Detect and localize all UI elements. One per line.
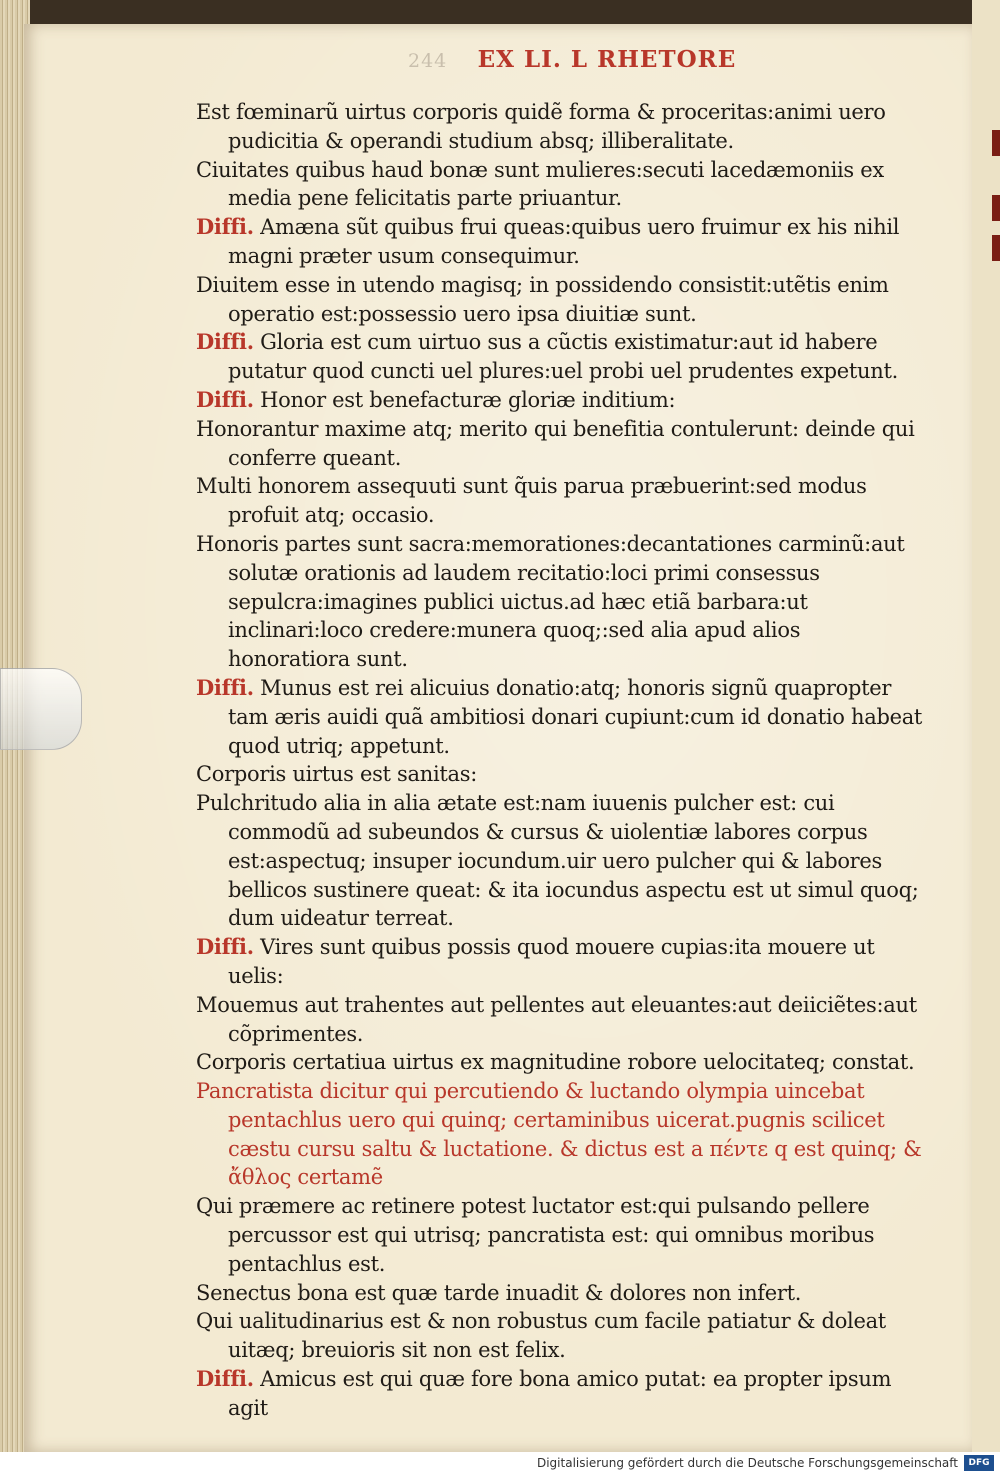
text-paragraph — [196, 1279, 928, 1308]
text-paragraph — [196, 98, 928, 156]
paragraph-text: Amicus est qui quæ fore bona amico putat: ea propter ipsum agit — [228, 1367, 892, 1420]
page-clip — [0, 668, 82, 750]
paragraph-text: Honor est benefacturæ gloriæ inditium: — [260, 387, 676, 412]
text-paragraph — [196, 386, 928, 415]
rubric-marker: Diffi. — [196, 934, 254, 960]
paragraph-text: Munus est rei alicuius donatio:atq; honoris signũ quapropter tam æris auidi quã ambitiosi donari cupiunt:cum id donatio habeat quod utriq; appetunt. — [228, 675, 923, 758]
text-paragraph — [196, 1192, 928, 1278]
text-paragraph — [196, 1365, 928, 1423]
text-paragraph — [196, 1077, 928, 1192]
paragraph-text: Pulchritudo alia in alia ætate est:nam iuuenis pulcher est: cui commodũ ad subeundos & cursus & uiolentiæ labores corpus est:aspectuq; insuper iocundum.uir uero pulcher qui & labores bellicos sustinere queat: & ita iocundus aspectu est ut simul quoq; dum uideatur terreat. — [196, 791, 919, 931]
paragraph-text: Senectus bona est quæ tarde inuadit & dolores non infert. — [196, 1280, 802, 1305]
paragraph-text: Est fœminarũ uirtus corporis quidẽ forma & proceritas:animi uero pudicitia & operandi studium absq; illiberalitate. — [196, 100, 886, 153]
digitization-credit: Digitalisierung gefördert durch die Deutsche Forschungsgemeinschaft — [536, 1456, 958, 1470]
text-paragraph — [196, 530, 928, 674]
text-paragraph — [196, 674, 928, 760]
paragraph-text: Qui præmere ac retinere potest luctator est:qui pulsando pellere percussor est qui utrisq; pancratista est: qui omnibus moribus pentachlus est. — [196, 1194, 875, 1276]
paragraph-text: Multi honorem assequuti sunt q̃uis parua præbuerint:sed modus profuit atq; occasio. — [196, 474, 867, 528]
rubric-marker: Diffi. — [196, 1366, 254, 1392]
text-paragraph — [196, 415, 928, 473]
text-paragraph — [196, 991, 928, 1049]
rubric-marker: Diffi. — [196, 674, 254, 700]
paragraph-text: Pancratista dicitur qui percutiendo & luctando olympia uincebat pentachlus uero qui quinq; certaminibus uicerat.pugnis scilicet cæstu cursu saltu & luctatione. & dictus est a πέντε q est quinq; & ἄθλος certamẽ — [196, 1079, 922, 1190]
rubric-marker: Diffi. — [196, 214, 254, 240]
paragraph-text: Qui ualitudinarius est & non robustus cum facile patiatur & doleat uitæq; breuioris sit non est felix. — [196, 1309, 886, 1363]
paragraph-text: Amæna sũt quibus frui queas:quibus uero fruimur ex his nihil magni præter usum consequimur. — [228, 215, 900, 268]
text-paragraph — [196, 472, 928, 530]
paragraph-text: Ciuitates quibus haud bonæ sunt mulieres:secuti lacedæmoniis ex media pene felicitatis parte priuantur. — [196, 157, 884, 211]
text-paragraph — [196, 760, 928, 789]
page-header — [408, 46, 748, 86]
text-paragraph — [196, 933, 928, 991]
text-paragraph — [196, 1307, 928, 1365]
paragraph-text: Mouemus aut trahentes aut pellentes aut eleuantes:aut deiiciẽtes:aut cõprimentes. — [196, 992, 917, 1046]
paragraph-text: Diuitem esse in utendo magisq; in possidendo consistit:utẽtis enim operatio est:possessio uero ipsa diuitiæ sunt. — [196, 272, 889, 326]
folio-number: 244 — [408, 50, 448, 72]
footer-bar — [0, 1452, 1000, 1476]
text-paragraph — [196, 1048, 928, 1077]
text-paragraph — [196, 271, 928, 329]
paragraph-text: Honoris partes sunt sacra:memorationes:decantationes carminũ:aut solutæ orationis ad laudem recitatio:loci primi consessus sepulcra:imagines publici uictus.ad hæc etiã barbara:ut inclinari:loco credere:munera quoq;:sed alia apud alios honoratiora sunt. — [196, 531, 905, 672]
text-paragraph — [196, 789, 928, 933]
rubric-marker: Diffi. — [196, 386, 254, 412]
paragraph-text: Corporis uirtus est sanitas: — [196, 762, 478, 787]
text-paragraph — [196, 328, 928, 386]
rubric-marker: Diffi. — [196, 329, 254, 355]
paragraph-text: Honorantur maxime atq; merito qui benefitia contulerunt: deinde qui conferre queant. — [196, 416, 915, 470]
text-paragraph — [196, 156, 928, 214]
paragraph-text: Gloria est cum uirtuo sus a cũctis existimatur:aut id habere putatur quod cuncti uel plures:uel probi uel prudentes expetunt. — [228, 330, 898, 384]
paragraph-text: Corporis certatiua uirtus ex magnitudine robore uelocitateq; constat. — [196, 1050, 915, 1075]
paragraph-text: Vires sunt quibus possis quod mouere cupias:ita mouere ut uelis: — [228, 935, 875, 988]
dfg-logo: DFG — [964, 1455, 994, 1471]
text-paragraph — [196, 213, 928, 271]
running-title: EX LI. L RHETORE — [477, 46, 737, 73]
text-block — [196, 98, 928, 1423]
facing-page-edge — [972, 0, 1000, 1452]
